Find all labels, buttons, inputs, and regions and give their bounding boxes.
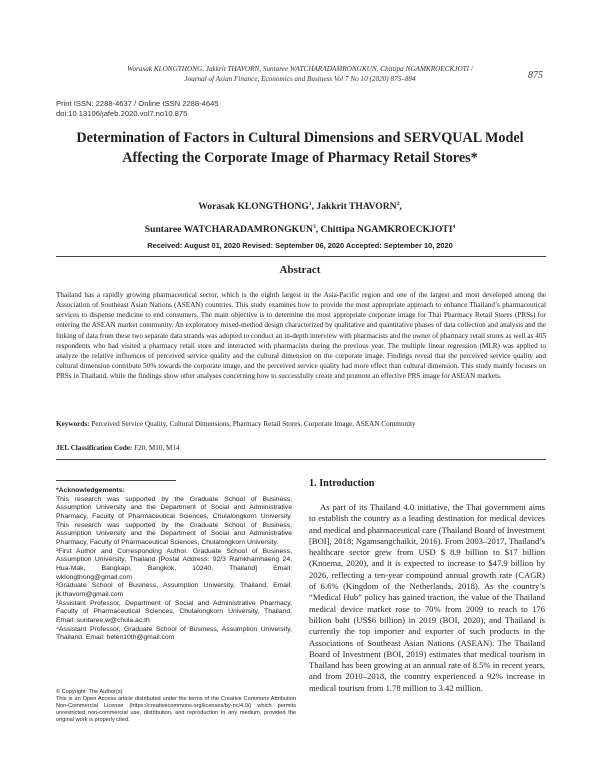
author-affiliation-mark: 4 — [452, 224, 456, 231]
paper-title-line1: Determination of Factors in Cultural Dimensions and SERVQUAL Model — [76, 130, 524, 146]
paper-title — [40, 128, 560, 168]
jel-codes: F20, M10, M14 — [134, 444, 180, 452]
issn-block — [56, 99, 219, 119]
license-text: This is an Open Access article distributed under the terms of the Creative Commons Attribution Non-Commercial License (https://creativecommons.org/licenses/by-nc/4.0/) which permits unrestricted non-commercial use, distribution, and reproduction in any medium, provided the original work is properly cited. — [56, 696, 296, 723]
footnote-rule — [56, 480, 176, 481]
submission-dates: Received: August 01, 2020 Revised: September 06, 2020 Accepted: September 10, 2020 — [147, 241, 453, 250]
jel-label: JEL Classification Code: — [56, 444, 133, 452]
jel-classification — [56, 443, 546, 453]
doi-line: doi:10.13106/jafeb.2020.vol7.no10.875 — [56, 109, 188, 118]
acknowledgements-block — [56, 487, 292, 643]
abstract-top-rule — [56, 256, 546, 257]
footnote-author3: ³Assistant Professor, Department of Social and Administrative Pharmacy, Faculty of Pharmaceutical Sciences, Chulalongkorn University, Thailand. Email: suntaree.w@chula.ac.th — [56, 599, 292, 624]
author-line2: Suntaree WATCHARADAMRONGKUN$^3$, Chittipa NGAMKROECKJOTI$^4$ — [144, 224, 456, 236]
abstract-heading: Abstract — [279, 264, 321, 276]
copyright-block — [56, 689, 296, 724]
footnote-author4: ⁴Assistant Professor, Graduate School of Business, Assumption University, Thailand. Email: helen10th@gmail.com — [56, 625, 292, 642]
keywords-label: Keywords: — [56, 420, 90, 428]
author-name: Jakkrit THAVORN — [316, 201, 397, 213]
section-heading-introduction: 1. Introduction — [309, 478, 375, 489]
keywords — [56, 419, 546, 429]
acknowledgements-text: This research was supported by the Graduate School of Business, Assumption University and the Department of Social and Administrative Pharmacy, Faculty of Pharmaceutical Sciences, Chulalongkorn University. This research was supported by the Graduate School of Business, Assumption University and the Department of Social and Administrative Pharmacy, Faculty of Pharmaceutical Sciences, Chulalongkorn University. — [56, 495, 292, 546]
footnote-author2: ²Graduate School of Business, Assumption University, Thailand. Email: jk.thavorn@gmail.com — [56, 582, 292, 598]
author-name: Worasak KLONGTHONG — [198, 201, 309, 213]
author-list — [40, 194, 560, 240]
copyright-line: © Copyright: The Author(s) — [56, 689, 123, 695]
keywords-text: Perceived Service Quality, Cultural Dimensions, Pharmacy Retail Stores, Corporate Image, ASEAN Community — [91, 420, 416, 428]
paper-title-line2: Affecting the Corporate Image of Pharmacy Retail Stores* — [122, 150, 478, 166]
author-affiliation-mark: 2 — [396, 201, 400, 207]
issn-line: Print ISSN: 2288-4637 / Online ISSN 2288-4645 — [56, 99, 219, 108]
introduction-body: As part of its Thailand 4.0 initiative, the Thai government aims to establish the country as a leading destination for medical devices and medical and pharmaceutical care (Thailand Board of Investment [BOI], 2018; Ngamsangchaikit, 2016). From 2003–2017, Thailand’s healthcare sector grew from USD $ 8.9 billion to $17 billion (Knoema, 2020), and it is expected to increase to $47.9 billion by 2026, reflecting a ten-year compound annual growth rate (CAGR) of 6.6% (Kingdom of the Netherlands, 2018). As the country’s “Medical Hub” policy has gained traction, the value of the Thailand medical device market rose to 70% from 2009 to reach to 176 billion baht (US$6 billion) in 2019 (BOI, 2020), and Thailand is currently the top importer and exporter of such products in the Associations of Southeast Asian Nations (ASEAN). The Thailand Board of Investment (BOI, 2019) estimates that medical tourism in Thailand has been growing at an annual rate of 8.5% in recent years, and from 2010–2018, the country experienced a 92% increase in medical tourism from 1.78 million to 3.42 million. — [309, 502, 545, 693]
author-name: Chittipa NGAMKROECKJOTI — [320, 224, 453, 236]
author-line1: Worasak KLONGTHONG$^1$, Jakkrit THAVORN$^2$, — [198, 201, 402, 213]
author-affiliation-mark: 3 — [312, 224, 316, 231]
running-header — [60, 64, 540, 84]
acknowledgements-heading: *Acknowledgements: — [56, 487, 125, 494]
footnote-author1: ¹First Author and Corresponding Author. Graduate School of Business, Assumption University, Thailand [Postal Address: 92/3 Ramkhamhaeng 24, Hua-Mak, Bangkapi, Bangkok, 10240, Thailand] Email: wklongthong@gmail.com — [56, 547, 292, 581]
abstract-bottom-rule — [56, 459, 546, 460]
running-header-authors: Worasak KLONGTHONG, Jakkrit THAVORN, Suntaree WATCHARADAMRONGKUN, Chittipa NGAMKROECKJOTI / — [127, 65, 473, 73]
author-name: Suntaree WATCHARADAMRONGKUN — [144, 224, 313, 236]
author-affiliation-mark: 1 — [308, 201, 312, 207]
abstract-body: Thailand has a rapidly growing pharmaceutical sector, which is the eighth largest in the Asia-Pacific region and one of the largest and most developed among the Association of Southeast Asian Nations (ASEAN) countries. This study examines how to provide the most appropriate approach to enhance Thailand’s pharmaceutical services to dispense medicine to end consumers. The main objective is to determine the most appropriate corporate image for Thai Pharmacy Retail Stores (PRSs) for entering the ASEAN market community. An exploratory mixed-method design characterized by qualitative and quantitative phases of data collection and analysis and the linking of data from these two separate data strands was adopted to conduct an in-depth interview with pharmacists and the owner of pharmacy retail stores as well as 405 respondents who had visited a pharmacy retail store and interacted with pharmacists during the previous year. The multiple linear regression (MLR) was applied to analyze the relative influences of perceived service quality and the cultural dimension on the corporate image. Findings reveal that the perceived service quality and cultural dimension contribute 50% towards the corporate image, and the perceived service quality had more effect than cultural dimension. This study mainly focuses on PRSs in Thailand, while the findings show other analyses concerning how to successfully create and promote an effective PRS image for ASEAN markets. — [56, 291, 546, 381]
running-header-journal: Journal of Asian Finance, Economics and Business Vol 7 No 10 (2020) 875–884 — [184, 75, 416, 83]
page-number: 875 — [528, 70, 543, 81]
